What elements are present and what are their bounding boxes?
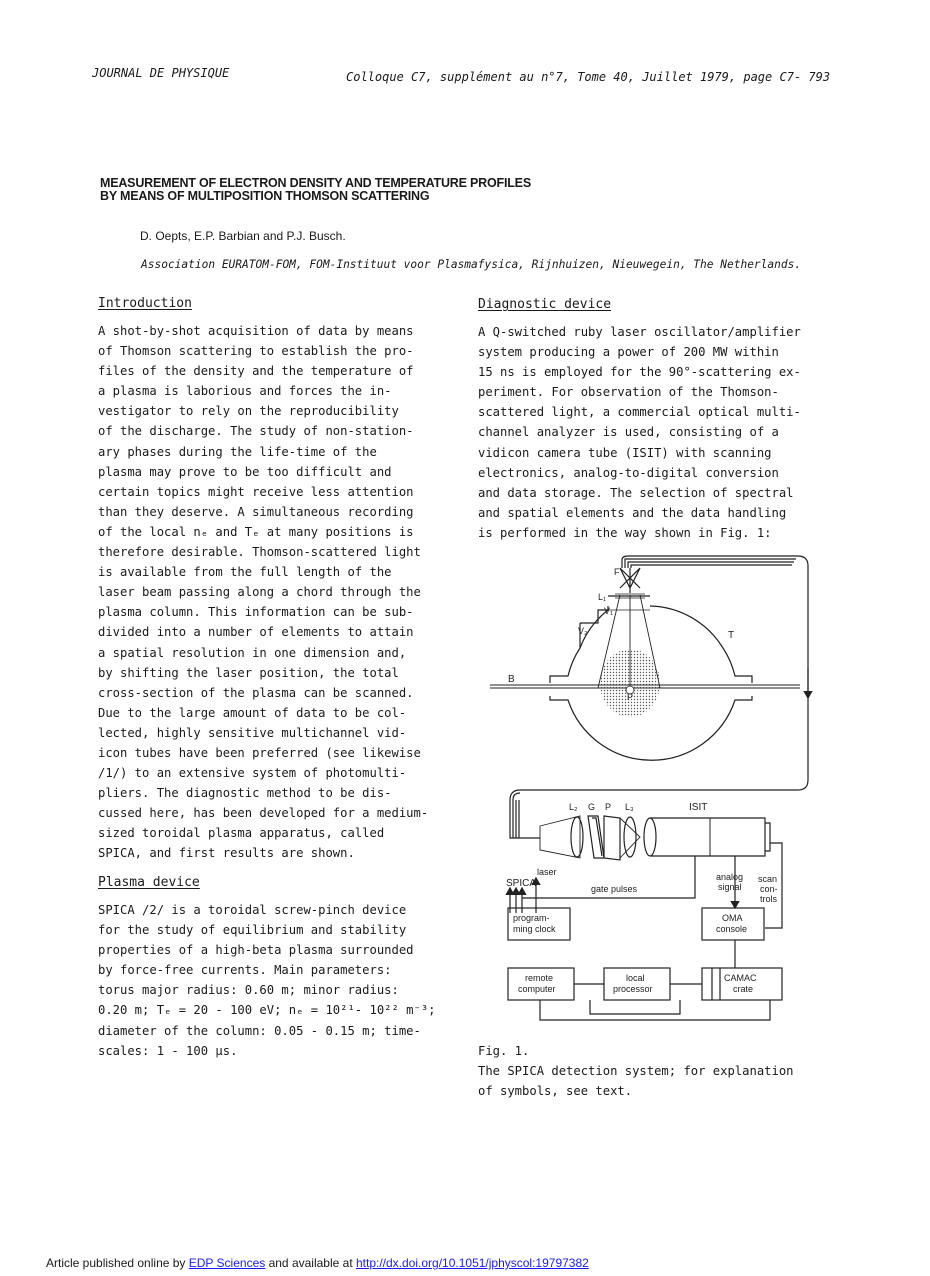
diagnostic-device-line: scattered light, a commercial optical multi- bbox=[478, 405, 801, 420]
label-L1: L₁ bbox=[598, 592, 607, 602]
introduction-line: divided into a number of elements to attain bbox=[98, 625, 414, 640]
diagnostic-device-line: channel analyzer is used, consisting of a bbox=[478, 425, 779, 440]
introduction-line: lected, highly sensitive multichannel vid- bbox=[98, 725, 407, 740]
diagnostic-device-line: and data storage. The selection of spectral bbox=[478, 485, 794, 500]
introduction-line: of the local nₑ and Tₑ at many positions is bbox=[98, 524, 414, 539]
introduction-line: sized toroidal plasma apparatus, called bbox=[98, 826, 385, 841]
label-local: local bbox=[626, 973, 645, 983]
label-gate-pulses: gate pulses bbox=[591, 884, 638, 894]
label-crate: crate bbox=[733, 984, 754, 994]
label-analog: analog bbox=[716, 872, 744, 882]
plasma-device-line: scales: 1 - 100 µs. bbox=[98, 1043, 238, 1058]
introduction-line: files of the density and the temperature of bbox=[98, 364, 414, 379]
label-L3: L₃ bbox=[625, 802, 634, 812]
introduction-body bbox=[98, 321, 454, 864]
diagnostic-device-line: and spatial elements and the data handling bbox=[478, 505, 787, 520]
caption-line-1: The SPICA detection system; for explanation bbox=[478, 1064, 794, 1078]
label-signal: signal bbox=[718, 882, 742, 892]
introduction-line: of the discharge. The study of non-station- bbox=[98, 424, 414, 439]
label-program: program- bbox=[513, 913, 550, 923]
label-P: P bbox=[627, 692, 634, 702]
label-F: F bbox=[614, 567, 620, 577]
label-con: con- bbox=[760, 884, 778, 894]
plasma-device-line: by force-free currents. Main parameters: bbox=[98, 963, 392, 978]
label-ming-clock: ming clock bbox=[513, 924, 556, 934]
introduction-line: cross-section of the plasma can be scanned. bbox=[98, 685, 414, 700]
footer-prefix: Article published online by bbox=[46, 1256, 189, 1270]
colloque-reference: Colloque C7, supplément au n°7, Tome 40, Juillet 1979, page C7- 793 bbox=[346, 70, 831, 84]
introduction-line: /1/) to an extensive system of photomulti- bbox=[98, 766, 407, 781]
introduction-line: of Thomson scattering to establish the pro- bbox=[98, 344, 414, 359]
figure-caption bbox=[478, 1041, 794, 1101]
authors: D. Oepts, E.P. Barbian and P.J. Busch. bbox=[140, 229, 346, 243]
label-V1: V₁ bbox=[604, 606, 614, 616]
label-spica: SPICA bbox=[506, 878, 537, 889]
introduction-line: cussed here, has been developed for a medium- bbox=[98, 806, 429, 821]
label-processor: processor bbox=[613, 984, 653, 994]
diagnostic-device-line: periment. For observation of the Thomson- bbox=[478, 385, 779, 400]
introduction-line: plasma column. This information can be sub- bbox=[98, 605, 414, 620]
plasma-device-heading: Plasma device bbox=[98, 875, 200, 890]
introduction-heading: Introduction bbox=[98, 296, 192, 311]
fiber-cable-return bbox=[510, 698, 808, 838]
diagnostic-device-heading: Diagnostic device bbox=[478, 297, 612, 312]
label-remote: remote bbox=[525, 973, 554, 983]
introduction-line: icon tubes have been preferred (see likewise bbox=[98, 745, 421, 760]
title-line-1: MEASUREMENT OF ELECTRON DENSITY AND TEMPERATURE PROFILES bbox=[100, 176, 531, 190]
diagnostic-device-line: 15 ns is employed for the 90°-scattering ex- bbox=[478, 365, 801, 380]
plasma-device-body bbox=[98, 900, 454, 1061]
publisher-link[interactable]: EDP Sciences bbox=[188, 1256, 266, 1270]
plasma-device-line: torus major radius: 0.60 m; minor radius: bbox=[98, 983, 399, 998]
introduction-line: pliers. The diagnostic method to be dis- bbox=[98, 786, 392, 801]
torus-outer-upper bbox=[650, 606, 752, 683]
plasma-device-line: diameter of the column: 0.05 - 0.15 m; time- bbox=[98, 1023, 421, 1038]
introduction-line: therefore desirable. Thomson-scattered light bbox=[98, 545, 421, 560]
introduction-line: than they deserve. A simultaneous recording bbox=[98, 504, 414, 519]
label-computer: computer bbox=[518, 984, 556, 994]
label-laser: laser bbox=[537, 867, 557, 877]
plasma-device-line: for the study of equilibrium and stability bbox=[98, 923, 407, 938]
introduction-line: a plasma is laborious and forces the in- bbox=[98, 384, 392, 399]
footer-middle: and available at bbox=[265, 1256, 356, 1270]
label-P-prism: P bbox=[605, 802, 612, 812]
introduction-line: ary phases during the life-time of the bbox=[98, 444, 377, 459]
label-trols: trols bbox=[760, 894, 778, 904]
label-L2: L₂ bbox=[569, 802, 578, 812]
introduction-line: a spatial resolution in one dimension and, bbox=[98, 645, 407, 660]
label-oma: OMA bbox=[722, 913, 743, 923]
affiliation: Association EURATOM-FOM, FOM-Instituut voor Plasmafysica, Rijnhuizen, Nieuwegein, The Netherlands. bbox=[141, 258, 802, 271]
diagnostic-device-line: is performed in the way shown in Fig. 1: bbox=[478, 525, 772, 540]
plasma-device-line: 0.20 m; Tₑ = 20 - 100 eV; nₑ = 10²¹- 10²² m⁻³; bbox=[98, 1003, 436, 1018]
introduction-line: plasma may prove to be too difficult and bbox=[98, 464, 392, 479]
publication-footer bbox=[46, 1256, 589, 1270]
diagnostic-device-body bbox=[478, 322, 834, 543]
caption-label: Fig. 1. bbox=[478, 1044, 530, 1058]
label-console: console bbox=[716, 924, 748, 934]
label-B: B bbox=[508, 674, 515, 685]
diagnostic-device-line: A Q-switched ruby laser oscillator/amplifier bbox=[478, 325, 801, 339]
introduction-line: SPICA, and first results are shown. bbox=[98, 846, 355, 861]
introduction-line: laser beam passing along a chord through the bbox=[98, 585, 421, 600]
plasma-device-line: SPICA /2/ is a toroidal screw-pinch device bbox=[98, 903, 407, 917]
figure-1-diagram bbox=[480, 548, 830, 1038]
doi-link[interactable]: http://dx.doi.org/10.1051/jphyscol:19797382 bbox=[355, 1256, 589, 1270]
introduction-line: by shifting the laser position, the total bbox=[98, 665, 399, 680]
diagnostic-device-line: system producing a power of 200 MW within bbox=[478, 345, 779, 360]
diagnostic-device-line: electronics, analog-to-digital conversion bbox=[478, 465, 779, 480]
label-G: G bbox=[588, 802, 596, 812]
introduction-line: A shot-by-shot acquisition of data by means bbox=[98, 324, 414, 338]
introduction-line: vestigator to rely on the reproducibility bbox=[98, 404, 399, 419]
plasma-device-line: properties of a high-beta plasma surrounded bbox=[98, 943, 414, 958]
label-camac: CAMAC bbox=[724, 973, 757, 983]
caption-line-2: of symbols, see text. bbox=[478, 1084, 633, 1098]
label-T: T bbox=[728, 630, 735, 641]
introduction-line: is available from the full length of the bbox=[98, 565, 392, 580]
plasma-column bbox=[600, 649, 660, 717]
introduction-line: Due to the large amount of data to be col- bbox=[98, 705, 407, 720]
label-V2: V₂ bbox=[578, 626, 588, 636]
label-scan: scan bbox=[758, 874, 778, 884]
introduction-line: certain topics might receive less attention bbox=[98, 484, 414, 499]
diagnostic-device-line: vidicon camera tube (ISIT) with scanning bbox=[478, 445, 772, 460]
paper-title bbox=[100, 177, 531, 203]
label-ISIT: ISIT bbox=[689, 802, 708, 813]
journal-name: JOURNAL DE PHYSIQUE bbox=[92, 66, 230, 80]
title-line-2: BY MEANS OF MULTIPOSITION THOMSON SCATTERING bbox=[100, 189, 430, 203]
